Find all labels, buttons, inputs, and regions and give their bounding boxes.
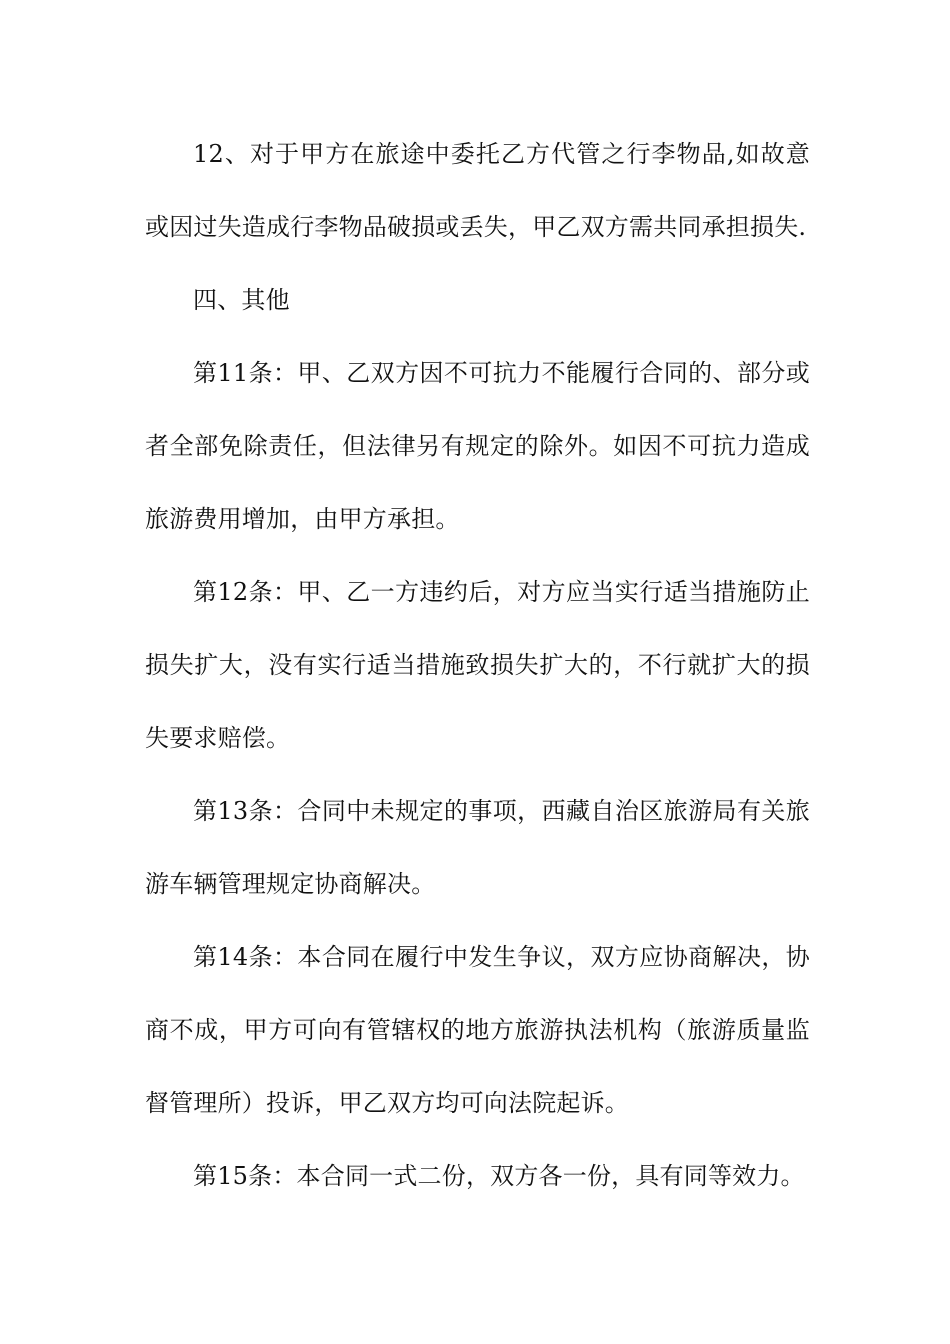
paragraph-article-12: 第12条：甲、乙一方违约后，对方应当实行适当措施防止损失扩大，没有实行适当措施致损失扩大的，不行就扩大的损失要求赔偿。 bbox=[145, 578, 810, 752]
document-body bbox=[145, 118, 810, 1213]
paragraph-article-14: 第14条：本合同在履行中发生争议，双方应协商解决，协商不成，甲方可向有管辖权的地方旅游执法机构（旅游质量监督管理所）投诉，甲乙双方均可向法院起诉。 bbox=[145, 943, 810, 1117]
paragraph-article-11: 第11条：甲、乙双方因不可抗力不能履行合同的、部分或者全部免除责任，但法律另有规定的除外。如因不可抗力造成旅游费用增加，由甲方承担。 bbox=[145, 359, 810, 533]
paragraph-clause-12: 12、对于甲方在旅途中委托乙方代管之行李物品,如故意或因过失造成行李物品破损或丢失，甲乙双方需共同承担损失. bbox=[145, 140, 810, 241]
paragraph-article-15: 第15条：本合同一式二份，双方各一份，具有同等效力。 bbox=[193, 1162, 805, 1190]
paragraph-article-13: 第13条：合同中未规定的事项，西藏自治区旅游局有关旅游车辆管理规定协商解决。 bbox=[145, 797, 810, 898]
section-heading-other: 四、其他 bbox=[193, 286, 290, 314]
